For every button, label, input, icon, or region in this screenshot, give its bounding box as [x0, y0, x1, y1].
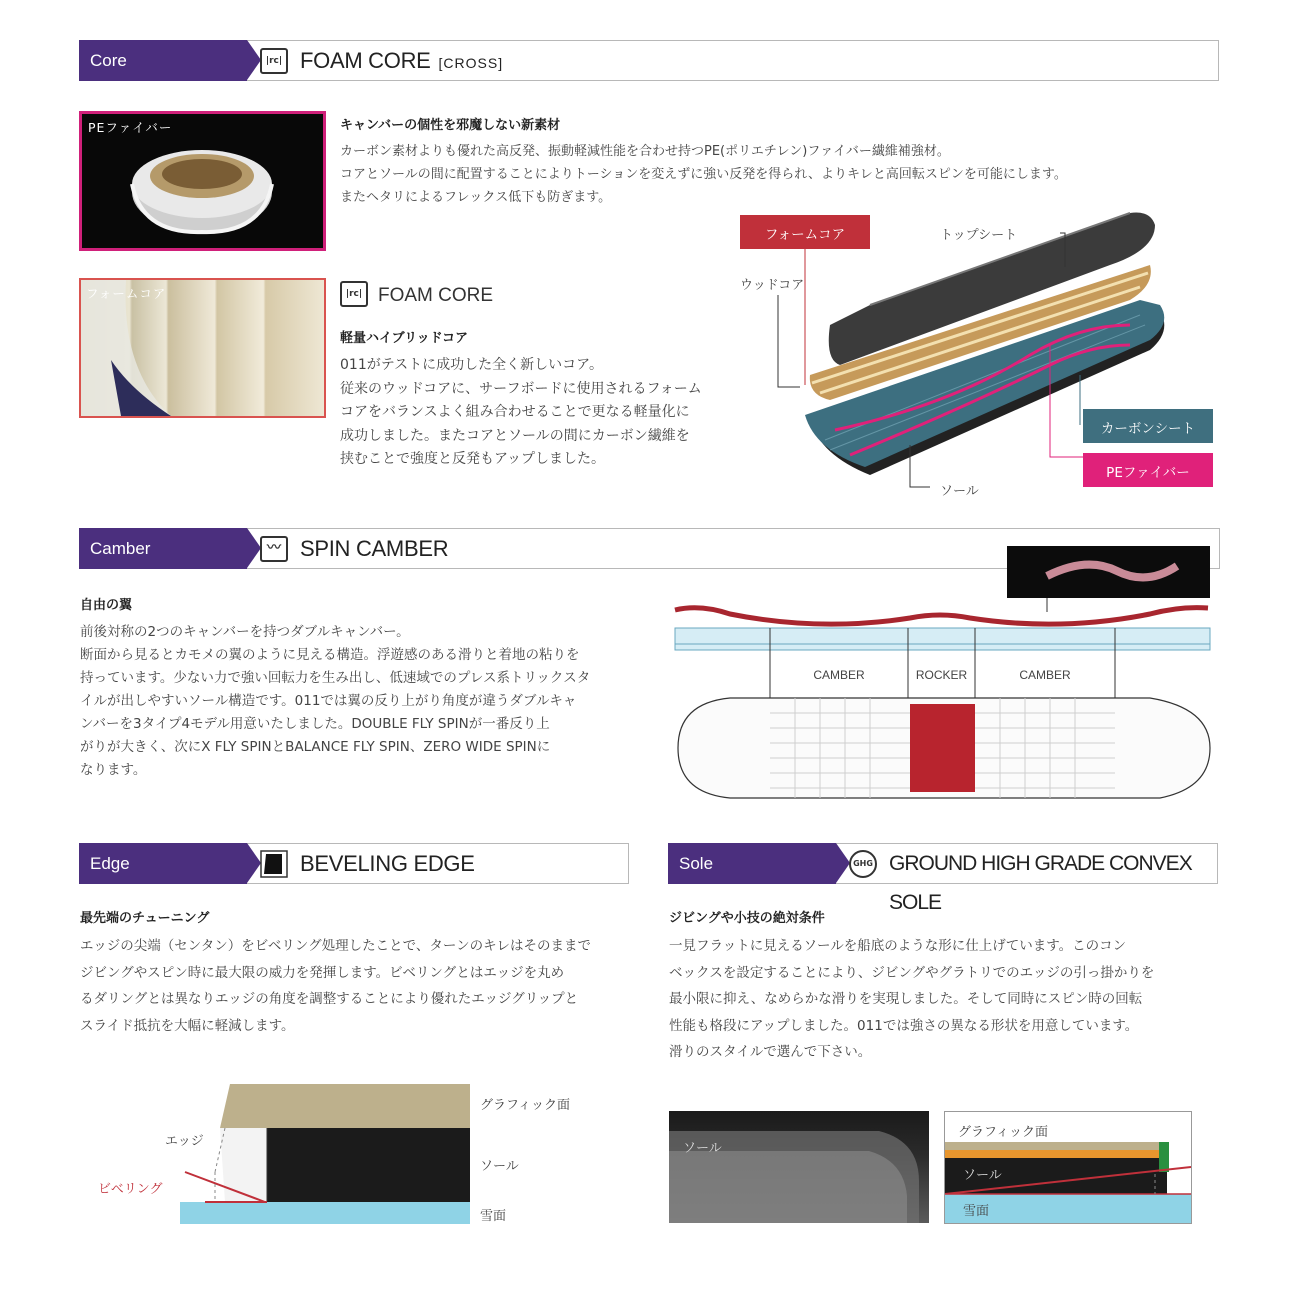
sole-text-line: 性能も格段にアップしました。011では強さの異なる形状を用意しています。	[669, 1017, 1139, 1034]
pe-fiber-callout-label: PEファイバー	[1106, 465, 1190, 481]
core-section-header	[79, 40, 1219, 81]
pe-fiber-photo	[79, 111, 326, 251]
foam-text-line: 011がテストに成功した全く新しいコア。	[340, 357, 604, 373]
sole-heading: ジビングや小技の絶対条件	[669, 911, 825, 926]
edge-heading: 最先端のチューニング	[80, 911, 210, 926]
camber-text-line: なります。	[80, 762, 147, 778]
core-title-suffix: [CROSS]	[438, 55, 504, 71]
edge-tag: Edge	[79, 843, 247, 884]
camber-text	[80, 621, 590, 782]
pe-heading: キャンバーの個性を邪魔しない新素材	[340, 118, 561, 133]
sole-layer-label: ソール	[963, 1168, 1002, 1183]
sole-photo-label: ソール	[683, 1141, 722, 1156]
sole-section-header	[668, 843, 1218, 914]
sole-title: GROUND HIGH GRADE CONVEX SOLE	[889, 852, 1192, 914]
edge-text-line: エッジの尖端（センタン）をビベリング処理したことで、ターンのキレはそのままで	[80, 938, 591, 954]
core-title: FOAM CORE	[300, 48, 431, 73]
sole-snow-label: 雪面	[963, 1204, 990, 1219]
camber-text-line: ンバーを3タイプ4モデル用意いたしました。DOUBLE FLY SPINが一番反り上	[80, 716, 550, 732]
edge-snow-label: 雪面	[480, 1209, 507, 1224]
camber-photo	[1007, 546, 1210, 598]
camber-heading: 自由の翼	[80, 598, 133, 613]
sole-text-line: ベックスを設定することにより、ジビングやグラトリでのエッジの引っ掛かりを	[669, 964, 1155, 981]
wood-core-label: ウッドコア	[740, 278, 805, 293]
carbon-sheet-callout	[1083, 409, 1213, 443]
foam-core-photo-label: フォームコア	[86, 286, 167, 301]
sole-text-line: 滑りのスタイルで選んで下さい。	[669, 1044, 872, 1060]
edge-text-line: スライド抵抗を大幅に軽減します。	[80, 1017, 295, 1034]
pe-text-line: カーボン素材よりも優れた高反発、振動軽減性能を合わせ持つPE(ポリエチレン)ファイバー繊維補強材。	[340, 144, 950, 159]
camber-text-line: イルが出しやすいソール構造です。011では翼の反り上がり角度が違うダブルキャ	[80, 693, 577, 709]
pe-fiber-photo-label: PEファイバー	[88, 120, 173, 135]
foam-core-icon: |rc|	[260, 48, 288, 74]
foam-core-small-icon: |rc|	[340, 281, 368, 307]
camber-text-line: がりが大きく、次にX FLY SPINとBALANCE FLY SPIN、ZERO WIDE SPINに	[80, 739, 551, 755]
edge-text-line: るダリングとは異なりエッジの角度を調整することにより優れたエッジグリップと	[80, 991, 579, 1007]
edge-label: エッジ	[165, 1134, 204, 1149]
edge-section-header	[79, 843, 629, 884]
foam-heading: 軽量ハイブリッドコア	[340, 331, 469, 346]
edge-diagram	[95, 1080, 475, 1230]
camber-title: SPIN CAMBER	[300, 536, 449, 561]
foam-text-line: 成功しました。またコアとソールの間にカーボン繊維を	[340, 427, 690, 444]
sole-graphic-label: グラフィック面	[958, 1125, 1048, 1140]
beveling-edge-icon	[260, 850, 288, 876]
core-tag: Core	[79, 40, 247, 81]
camber-text-line: 前後対称の2つのキャンバーを持つダブルキャンバー。	[80, 624, 410, 640]
pe-fiber-callout	[1083, 453, 1213, 487]
foam-text	[340, 354, 702, 472]
ghg-icon: GHG	[849, 850, 877, 878]
camber-text-line: 持っています。少ない力で強い回転力を生み出し、低速域でのプレス系トリックスタ	[80, 670, 591, 686]
camber-diagram	[670, 598, 1215, 803]
edge-text	[80, 933, 591, 1039]
rocker-zone: ROCKER	[915, 668, 968, 682]
sole-label: ソール	[940, 484, 979, 499]
foam-text-line: 挟むことで強度と反発もアップしました。	[340, 451, 606, 467]
spin-camber-icon: 〰	[260, 536, 288, 562]
sole-diagram	[944, 1111, 1192, 1224]
foam-core-callout	[740, 215, 870, 249]
carbon-sheet-callout-label: カーボンシート	[1100, 421, 1196, 437]
camber-tag: Camber	[79, 528, 247, 569]
camber-text-line: 断面から見るとカモメの翼のように見える構造。浮遊感のある滑りと着地の粘りを	[80, 647, 580, 663]
edge-sole-label: ソール	[480, 1159, 519, 1174]
camber-zone-left: CAMBER	[813, 668, 865, 682]
foam-subtitle: FOAM CORE	[378, 285, 494, 306]
sole-text-line: 一見フラットに見えるソールを船底のような形に仕上げています。このコン	[669, 938, 1127, 954]
edge-title: BEVELING EDGE	[300, 851, 475, 876]
pe-text	[340, 140, 1067, 209]
pe-text-line: またヘタリによるフレックス低下も防ぎます。	[340, 190, 612, 205]
beveling-label: ビベリング	[98, 1182, 163, 1197]
foam-text-line: 従来のウッドコアに、サーフボードに使用されるフォーム	[340, 380, 702, 397]
edge-graphic-label: グラフィック面	[480, 1098, 570, 1113]
sole-tag: Sole	[668, 843, 836, 884]
sole-text-line: 最小限に抑え、なめらかな滑りを実現しました。そして同時にスピン時の回転	[669, 991, 1143, 1007]
top-sheet-label: トップシート	[940, 228, 1018, 243]
foam-core-callout-label: フォームコア	[764, 227, 846, 243]
camber-zone-right: CAMBER	[1019, 668, 1071, 682]
foam-core-photo	[79, 278, 326, 418]
sole-photo	[669, 1111, 929, 1223]
foam-text-line: コアをバランスよく組み合わせることで更なる軽量化に	[340, 404, 690, 420]
pe-text-line: コアとソールの間に配置することによりトーションを変えずに強い反発を得られ、よりキレと高回転スピンを可能にします。	[340, 167, 1067, 182]
edge-text-line: ジビングやスピン時に最大限の威力を発揮します。ビベリングとはエッジを丸め	[80, 964, 565, 981]
sole-text	[669, 933, 1154, 1066]
